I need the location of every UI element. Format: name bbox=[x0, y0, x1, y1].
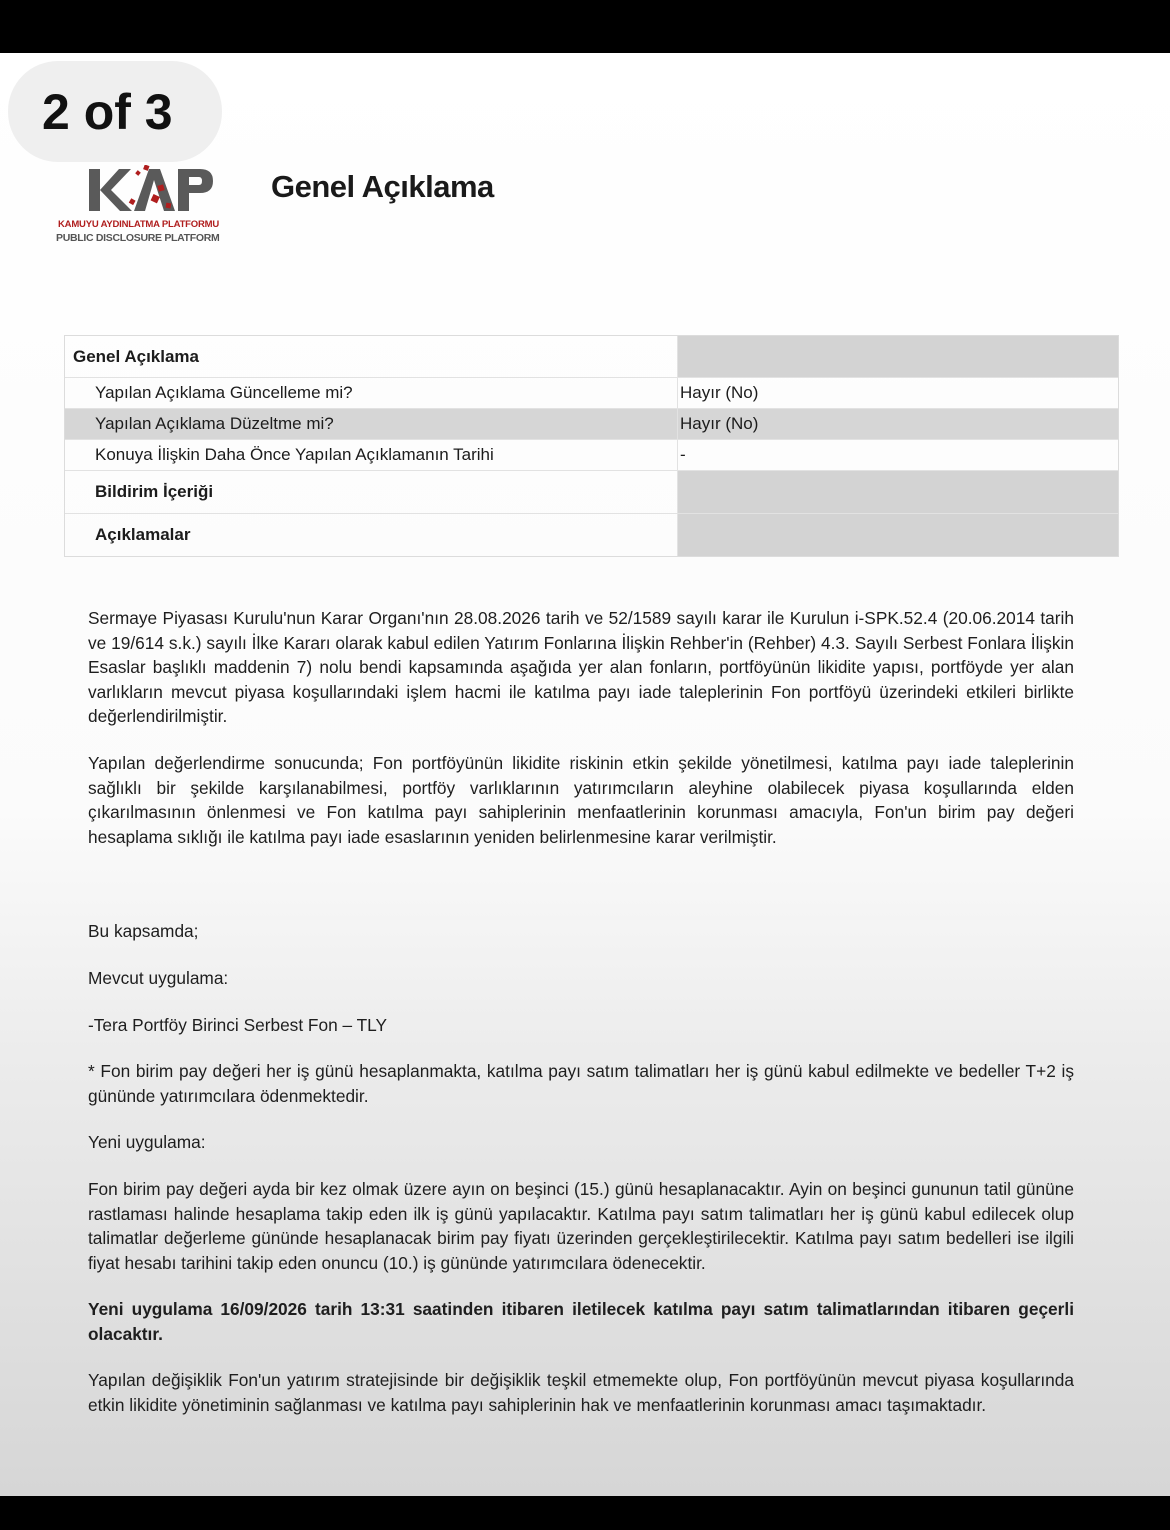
table-row bbox=[65, 440, 1118, 471]
table-row bbox=[65, 409, 1118, 440]
section-label-notification-content: Bildirim İçeriği bbox=[95, 482, 214, 501]
section-row-notification-content bbox=[65, 471, 1118, 514]
table-header-label: Genel Açıklama bbox=[73, 346, 199, 366]
logo-text-tr: KAMUYU AYDINLATMA PLATFORMU bbox=[58, 219, 220, 230]
kap-logo bbox=[56, 157, 241, 253]
paragraph-current-practice-heading: Mevcut uygulama: bbox=[88, 967, 229, 988]
paragraph-current-practice-detail: * Fon birim pay değeri her iş günü hesaplanmakta, katılma payı satım talimatları her iş günü kabul edilmekte ve bedeller T+2 iş gününde yatırımcılara ödenmektedir. bbox=[88, 1061, 1074, 1106]
row-value-previous-date: - bbox=[677, 440, 1118, 470]
disclosure-info-table bbox=[64, 335, 1119, 557]
table-header-row bbox=[65, 336, 1118, 378]
top-black-bar bbox=[0, 0, 1170, 53]
kap-logo-mark bbox=[86, 165, 216, 215]
paragraph-board-decision: Sermaye Piyasası Kurulu'nun Karar Organı'nın 28.08.2026 tarih ve 52/1589 sayılı karar ile Kurulun i-SPK.52.4 (20.06.2014 tarih ve 19/614 s.k.) sayılı İlke Kararı olarak kabul edilen Yatırım Fonlarına İlişkin Rehber'in (Rehber) 4.3. Sayılı Serbest Fonlara İlişkin Esaslar başlıklı maddenin 7) nolu bendi kapsamında aşağıda yer alan fonların, portföyünün likidite yapısı, portföyde yer alan varlıkların mevcut piyasa koşullarındaki işlem hacmi ile katılma payı iade taleplerinin Fon portföyü üzerindeki etkileri birlikte değerlendirilmiştir. bbox=[88, 608, 1074, 727]
section-value-notification-content bbox=[677, 471, 1118, 513]
page-title: Genel Açıklama bbox=[271, 169, 494, 204]
paragraph-evaluation-result: Yapılan değerlendirme sonucunda; Fon portföyünün likidite riskinin etkin şekilde yönetilmesi, katılma payı iade taleplerinin sağlıklı bir şekilde karşılanabilmesi, portföy varlıklarının yatırımcıların aleyhine olabilecek piyasa koşullarında elden çıkarılmasının önlenmesi ve Fon katılma payı sahiplerinin menfaatlerinin korunması amacıyla, Fon'un birim pay değeri hesaplama sıklığı ile katılma payı iade esaslarının yeniden belirlenmesine karar verilmiştir. bbox=[88, 752, 1074, 847]
page-counter: 2 of 3 bbox=[8, 61, 222, 162]
section-label-explanations: Açıklamalar bbox=[95, 525, 191, 544]
paragraph-strategy-note: Yapılan değişiklik Fon'un yatırım stratejisinde bir değişiklik teşkil etmemekte olup, Fon portföyünün mevcut piyasa koşullarında etkin likidite yönetiminin sağlanması ve katılma payı sahiplerinin hak ve menfaatlerinin korunması amacı taşımaktadır. bbox=[88, 1370, 1074, 1416]
bottom-black-bar bbox=[0, 1496, 1170, 1530]
paragraph-new-practice-heading: Yeni uygulama: bbox=[88, 1132, 206, 1153]
section-row-explanations bbox=[65, 514, 1118, 556]
table-header-value bbox=[677, 336, 1118, 377]
document-page bbox=[0, 53, 1170, 1496]
paragraph-in-this-scope: Bu kapsamda; bbox=[88, 921, 199, 942]
paragraph-fund-name: -Tera Portföy Birinci Serbest Fon – TLY bbox=[88, 1014, 388, 1035]
row-value-update: Hayır (No) bbox=[677, 378, 1118, 408]
disclosure-body bbox=[88, 606, 1074, 1418]
table-row bbox=[65, 378, 1118, 409]
section-value-explanations bbox=[677, 514, 1118, 556]
paragraph-effective-date: Yeni uygulama 16/09/2026 tarih 13:31 saatinden itibaren iletilecek katılma payı satım talimatlarından itibaren geçerli olacaktır. bbox=[88, 1299, 1074, 1344]
row-label-update: Yapılan Açıklama Güncelleme mi? bbox=[95, 383, 353, 402]
row-label-correction: Yapılan Açıklama Düzeltme mi? bbox=[95, 414, 334, 433]
logo-text-en: PUBLIC DISCLOSURE PLATFORM bbox=[56, 232, 220, 244]
row-label-previous-date: Konuya İlişkin Daha Önce Yapılan Açıklamanın Tarihi bbox=[95, 445, 494, 464]
paragraph-new-practice-detail: Fon birim pay değeri ayda bir kez olmak üzere ayın on beşinci (15.) günü hesaplanacaktır. Ayin on beşinci gununun tatil gününe rastlaması halinde hesaplama takip eden ilk iş günü yapılacaktır. Katılma payı satım talimatları her iş günü kabul edilecek olup talimatlar değerleme gününde hesaplanacak birim pay fiyatı üzerinden gerçekleştirilecektir. Katılma payı satım bedelleri ise ilgili fiyat hesabı tarihini takip eden onuncu (10.) iş gününde yatırımcılara ödenecektir. bbox=[88, 1178, 1074, 1273]
row-value-correction: Hayır (No) bbox=[677, 409, 1118, 439]
